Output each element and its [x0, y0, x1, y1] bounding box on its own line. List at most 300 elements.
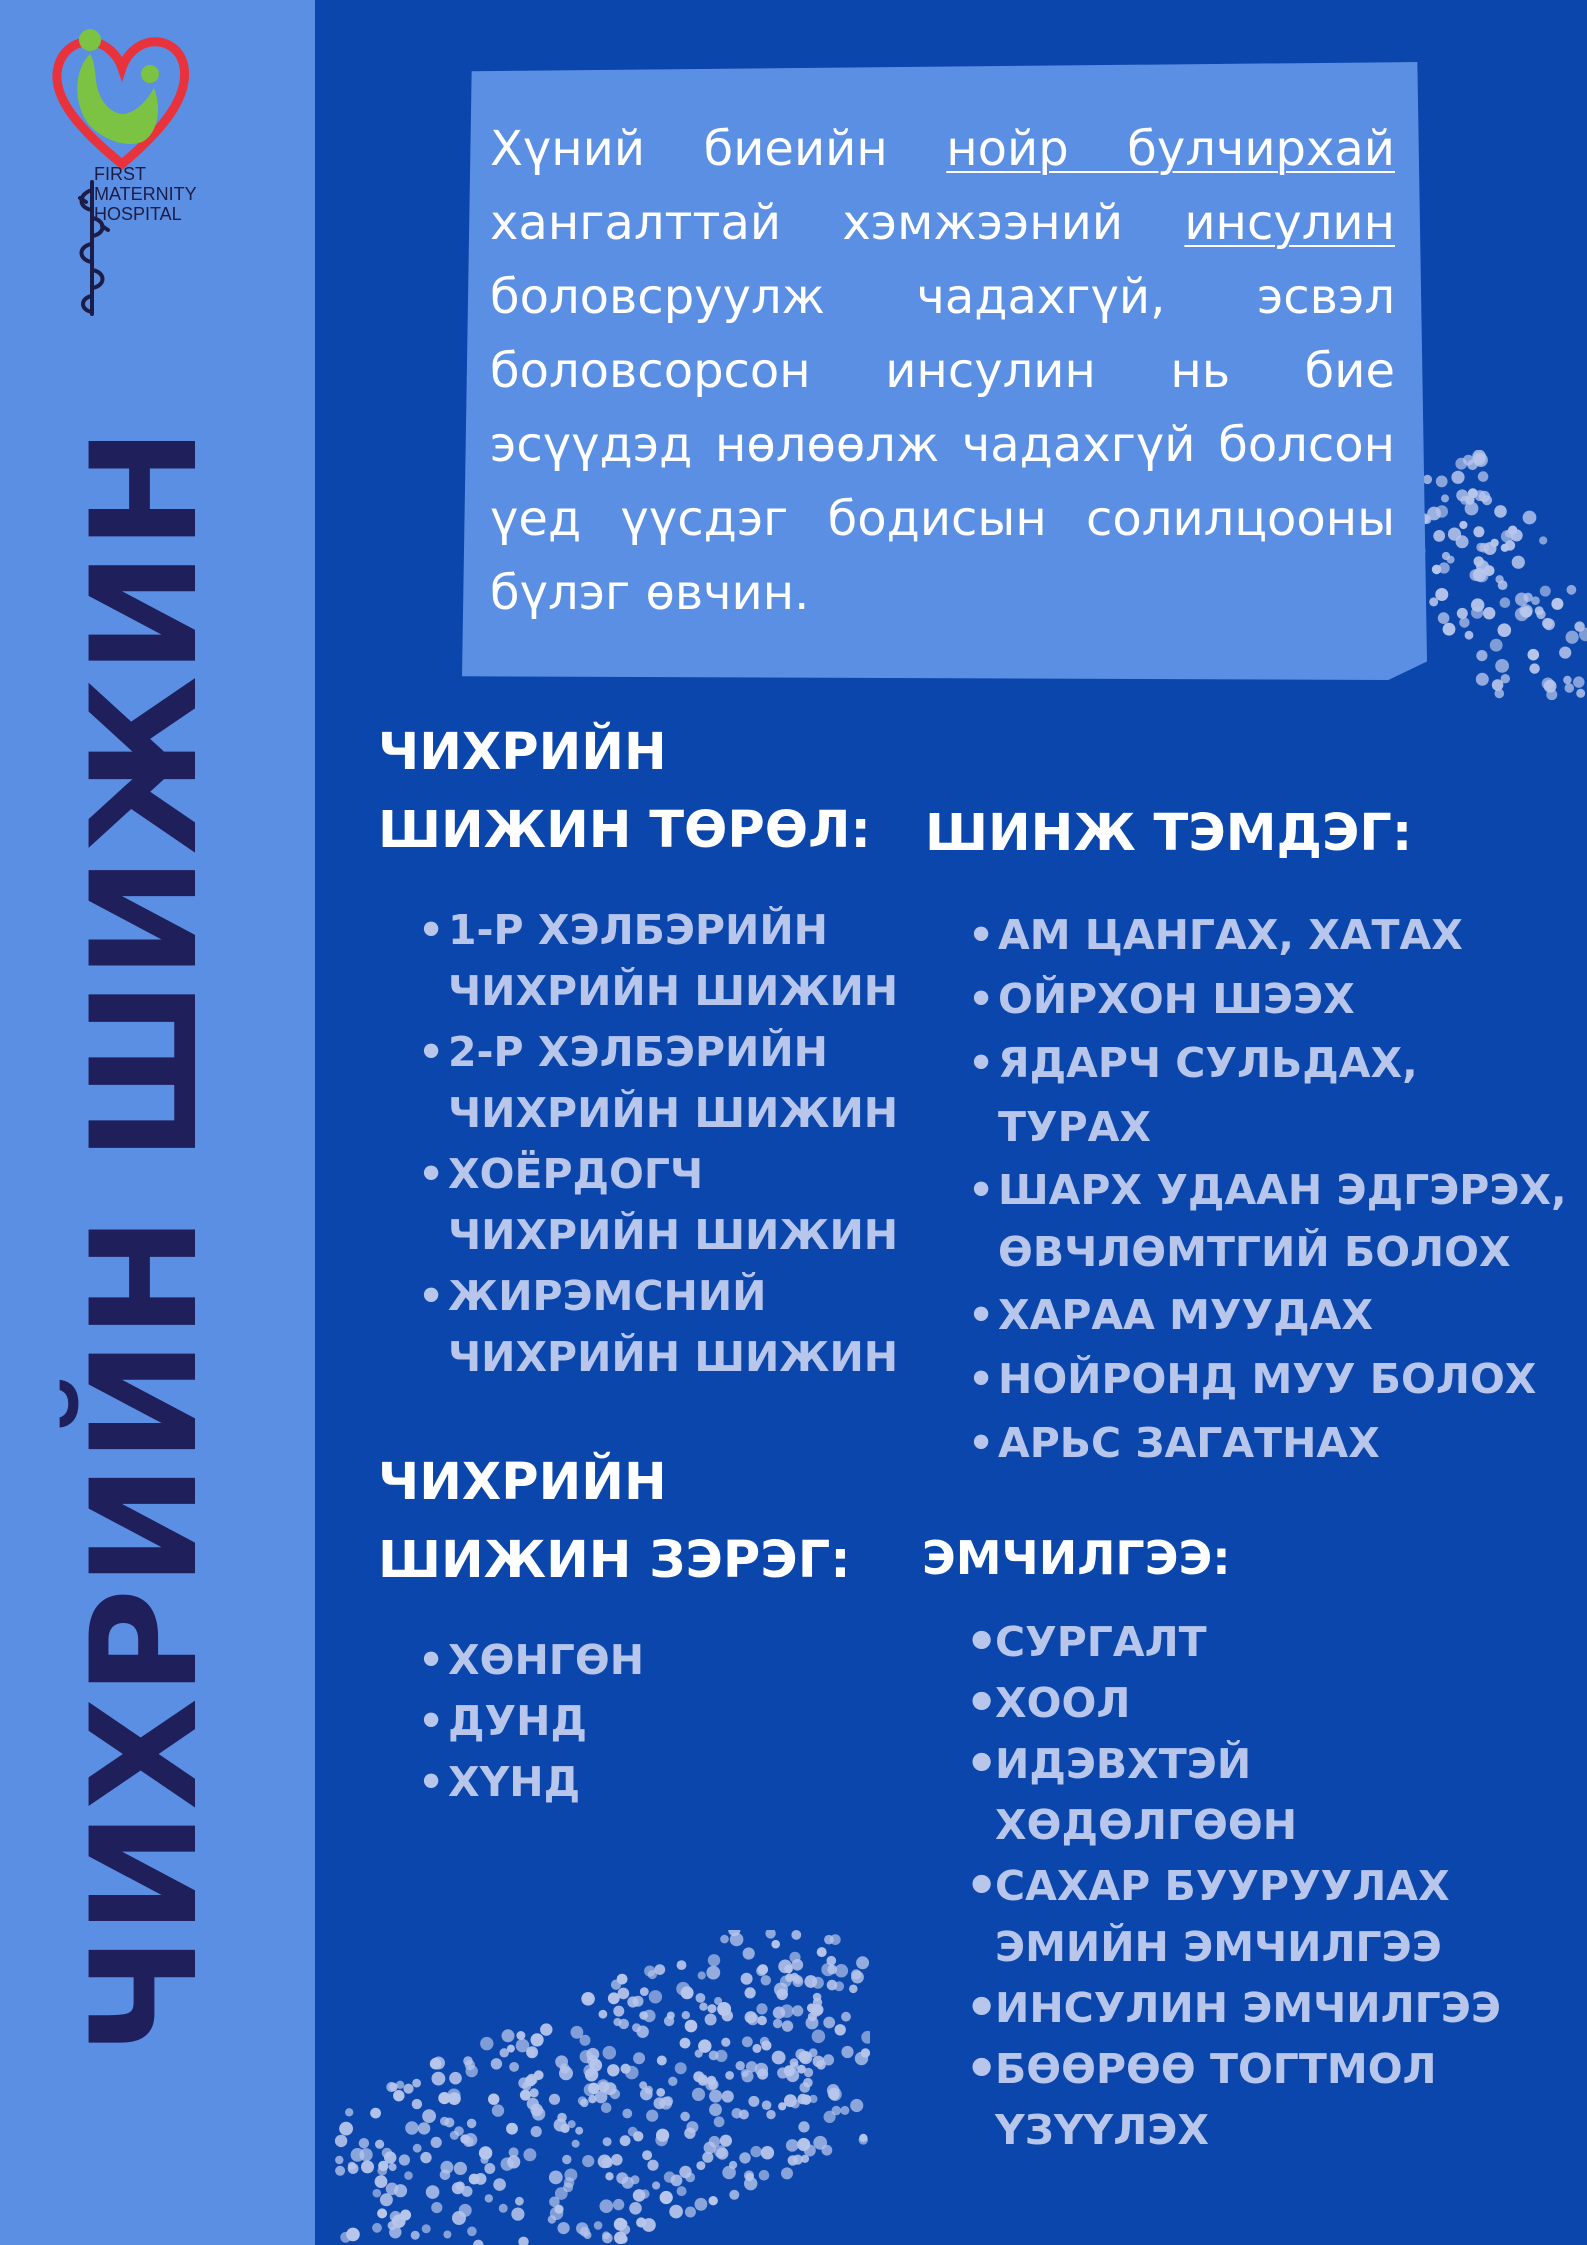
decorative-dot — [801, 2155, 809, 2163]
decorative-dot — [466, 2065, 478, 2077]
decorative-dot — [1448, 528, 1461, 541]
decorative-dot — [772, 2051, 786, 2065]
person-head-icon — [79, 29, 101, 51]
decorative-dot — [1565, 683, 1575, 693]
decorative-dot — [1495, 659, 1509, 673]
definition-part-2: хангалттай хэмжээний — [490, 195, 1185, 251]
decorative-dot — [835, 2024, 846, 2035]
decorative-dot — [680, 2038, 691, 2049]
decorative-dot — [493, 2178, 506, 2191]
decorative-dot — [859, 2135, 868, 2144]
decorative-dot — [613, 2006, 624, 2017]
decorative-dot — [440, 2161, 453, 2174]
decorative-dot — [1567, 585, 1577, 595]
bullet-icon: • — [968, 975, 995, 1023]
decorative-dot — [823, 2054, 834, 2065]
decorative-dot — [370, 2108, 381, 2119]
list-item-text: ШАРХ УДААН ЭДГЭРЭХ, — [998, 1166, 1567, 1214]
list-item-line: ИДЭВХТЭЙ — [995, 1740, 1252, 1788]
decorative-dot — [631, 2175, 640, 2184]
decorative-dot — [1476, 673, 1489, 686]
decorative-dot — [621, 2064, 631, 2074]
decorative-dot — [841, 2012, 851, 2022]
decorative-dot — [682, 2011, 690, 2019]
decorative-dot — [359, 2138, 369, 2148]
list-item-text: ӨВЧЛӨМТГИЙ БОЛОХ — [998, 1228, 1511, 1276]
decorative-dot — [781, 2167, 793, 2179]
decorative-dot — [850, 2099, 863, 2112]
decorative-dot — [692, 2088, 705, 2101]
decorative-dot — [1460, 496, 1469, 505]
decorative-dot — [600, 2199, 614, 2213]
decorative-dot — [782, 2020, 793, 2031]
decorative-dot — [618, 1988, 630, 2000]
decorative-dot — [642, 2218, 656, 2232]
decorative-dot — [745, 2173, 753, 2181]
decorative-dot — [1500, 597, 1511, 608]
treatment-heading: ЭМЧИЛГЭЭ: — [922, 1531, 1231, 1585]
decorative-dot — [549, 2094, 560, 2105]
definition-part-3: боловсруулж чадахгүй, эсвэл боловсорсон инсулин нь бие эсүүдэд нөлөөлж чадахгүй болсон үед үүсдэг бодисын солилцооны бүлэг өвчин. — [490, 269, 1395, 621]
decorative-dot — [669, 2205, 683, 2219]
bullet-icon: • — [968, 1419, 995, 1467]
decorative-dot — [761, 2146, 774, 2159]
decorative-dot — [824, 1935, 834, 1945]
logo-line-maternity: MATERNITY — [94, 184, 197, 204]
list-item-text: НОЙРОНД МУУ БОЛОХ — [998, 1355, 1537, 1403]
decorative-dot — [412, 2079, 421, 2088]
decorative-dot — [586, 2048, 599, 2061]
decorative-dot — [646, 2110, 658, 2122]
decorative-dot — [558, 2222, 570, 2234]
decorative-dot — [1563, 676, 1571, 684]
decorative-dot — [717, 2002, 731, 2016]
list-item-line: ХОЁРДОГЧ — [448, 1150, 704, 1198]
decorative-dot — [400, 2210, 411, 2221]
decorative-dot — [1523, 511, 1537, 525]
decorative-dot — [756, 2003, 767, 2014]
decorative-dot — [1457, 608, 1468, 619]
decorative-dot — [747, 2013, 759, 2025]
decorative-dot — [741, 1973, 753, 1985]
list-item — [418, 1630, 848, 1691]
decorative-dot — [706, 1966, 720, 1980]
decorative-dot — [677, 1960, 687, 1970]
decorative-dot — [721, 2038, 730, 2047]
decorative-dot — [709, 2136, 720, 2147]
decorative-dot — [454, 2126, 464, 2136]
decorative-dot — [1559, 647, 1571, 659]
list-item-line: САХАР БУУРУУЛАХ — [995, 1862, 1450, 1910]
decorative-dot — [484, 2163, 495, 2174]
decorative-dot — [861, 2048, 870, 2057]
decorative-dot — [1566, 631, 1579, 644]
decorative-dot — [1573, 676, 1584, 687]
decorative-dot — [563, 2182, 573, 2192]
list-item — [418, 1266, 908, 1388]
decorative-dot — [440, 2117, 449, 2126]
decorative-dot — [693, 2071, 704, 2082]
decorative-dot — [463, 2056, 473, 2066]
decorative-dot — [572, 2140, 580, 2148]
decorative-dot — [1498, 623, 1512, 637]
decorative-dot — [1473, 526, 1484, 537]
heart-icon — [57, 42, 185, 164]
list-item-line: СУРГАЛТ — [995, 1618, 1207, 1666]
decorative-dot — [518, 2237, 528, 2245]
decorative-dot — [809, 2048, 818, 2057]
list-item — [965, 2039, 1555, 2161]
decorative-dot — [485, 2194, 493, 2202]
decorative-dot — [602, 2157, 613, 2168]
decorative-dot — [762, 2100, 772, 2110]
decorative-dot — [619, 2235, 628, 2244]
types-heading — [378, 714, 871, 870]
types-heading-line-1: ЧИХРИЙН — [378, 723, 667, 782]
list-item-text: ЯДАРЧ СУЛЬДАХ, ТУРАХ — [998, 1039, 1418, 1151]
decorative-dot — [335, 2166, 345, 2176]
list-item-text: ХАРАА МУУДАХ — [998, 1291, 1374, 1339]
treatment-list — [965, 1612, 1555, 2161]
decorative-dot — [548, 2215, 556, 2223]
decorative-dot — [373, 2189, 382, 2198]
decorative-dot — [345, 2108, 353, 2116]
severity-heading-line-2: ШИЖИН ЗЭРЭГ: — [378, 1531, 851, 1590]
list-item-line: ХООЛ — [995, 1679, 1131, 1727]
decorative-dot — [549, 2171, 563, 2185]
decorative-dot — [1479, 543, 1489, 553]
decorative-dot — [791, 1930, 801, 1940]
bullet-icon: • — [965, 1856, 999, 1916]
decorative-dot — [594, 2221, 603, 2230]
decorative-dot — [827, 2084, 840, 2097]
decorative-dot — [584, 2083, 597, 2096]
decorative-dot — [773, 2007, 785, 2019]
decorative-dot — [656, 2129, 669, 2142]
decorative-dot — [757, 2069, 768, 2080]
decorative-dot — [560, 2124, 569, 2133]
list-item — [418, 1144, 908, 1266]
decorative-dot — [759, 2170, 770, 2181]
decorative-dot — [607, 2064, 619, 2076]
decorative-dot — [746, 2061, 757, 2072]
decorative-dot — [627, 1996, 638, 2007]
decorative-dot — [617, 1974, 628, 1985]
decorative-dot — [709, 2103, 722, 2116]
list-item-line: ХӨДӨЛГӨӨН — [995, 1801, 1298, 1849]
decorative-dot — [760, 2037, 769, 2046]
decorative-dot — [459, 2204, 472, 2217]
list-item — [965, 1612, 1555, 1673]
decorative-dot — [403, 2084, 413, 2094]
decorative-dot — [756, 1966, 766, 1976]
decorative-dot — [676, 1982, 690, 1996]
decorative-dot — [642, 2150, 652, 2160]
decorative-dot — [377, 2208, 387, 2218]
decorative-dot — [716, 2148, 728, 2160]
decorative-dot — [491, 2058, 502, 2069]
decorative-dot — [389, 2083, 398, 2092]
decorative-dot — [501, 2157, 514, 2170]
decorative-dot — [1439, 562, 1450, 573]
decorative-dot — [640, 2189, 649, 2198]
bullet-icon: • — [418, 1150, 445, 1198]
decorative-dot — [785, 1973, 794, 1982]
decorative-dot — [523, 2148, 536, 2161]
types-list — [418, 900, 908, 1388]
decorative-dot — [1542, 678, 1554, 690]
decorative-dot — [430, 2058, 442, 2070]
list-item-line: 1-Р ХЭЛБЭРИЙН — [448, 906, 828, 954]
decorative-dot — [809, 2095, 817, 2103]
decorative-dot — [824, 2111, 836, 2123]
decorative-dot — [527, 2049, 536, 2058]
decorative-dot — [492, 2104, 504, 2116]
decorative-dot — [823, 2017, 835, 2029]
decorative-dot — [752, 2044, 761, 2053]
bullet-icon: • — [968, 911, 995, 959]
decorative-dot — [637, 2026, 649, 2038]
decorative-dot — [422, 2109, 436, 2123]
decorative-dot — [619, 2219, 627, 2227]
decorative-dot — [1501, 674, 1510, 683]
decorative-dot — [803, 2078, 813, 2088]
list-item — [965, 1673, 1555, 1734]
decorative-dot — [840, 2106, 849, 2115]
symptoms-heading: ШИНЖ ТЭМДЭГ: — [925, 804, 1413, 863]
decorative-dot — [856, 1956, 869, 1969]
decorative-dot — [761, 1975, 771, 1985]
decorative-dot — [1482, 495, 1492, 505]
decorative-dot — [708, 2004, 717, 2013]
decorative-dot — [628, 2127, 638, 2137]
decorative-dot — [667, 2012, 675, 2020]
decorative-dot — [1442, 552, 1450, 560]
list-item-text: ОЙРХОН ШЭЭХ — [998, 975, 1355, 1023]
decorative-dot — [527, 2098, 539, 2110]
decorative-dot — [654, 2097, 666, 2109]
decorative-dot — [1476, 650, 1487, 661]
list-item-line: ЧИХРИЙН ШИЖИН — [448, 1211, 899, 1259]
decorative-dot — [714, 2116, 725, 2127]
decorative-dot — [404, 2171, 413, 2180]
decorative-dot — [1459, 521, 1467, 529]
decorative-dot — [516, 2039, 530, 2053]
decorative-dot — [679, 2166, 691, 2178]
list-item-text: АМ ЦАНГАХ, ХАТАХ — [998, 911, 1463, 959]
list-item-text: ХҮНД — [448, 1758, 581, 1806]
decorative-dot — [390, 2211, 401, 2222]
decorative-dot — [827, 1965, 837, 1975]
decorative-dot — [784, 2094, 797, 2107]
pancreas-term: нойр булчирхай — [946, 121, 1395, 177]
bullet-icon: • — [418, 1758, 445, 1806]
definition-part-1: Хүний биеийн — [490, 121, 947, 177]
decorative-dot — [736, 2061, 745, 2070]
decorative-dot — [685, 2207, 696, 2218]
decorative-dot — [506, 2123, 518, 2135]
bullet-icon: • — [965, 1673, 999, 1733]
decorative-dot — [1451, 471, 1464, 484]
decorative-dot — [578, 2096, 587, 2105]
list-item-text: ХӨНГӨН — [448, 1636, 645, 1684]
decorative-dot — [1490, 639, 1503, 652]
decorative-dot — [469, 2174, 480, 2185]
decorative-dot — [798, 2051, 810, 2063]
decorative-dot — [817, 1947, 827, 1957]
bullet-icon: • — [965, 1612, 999, 1672]
decorative-dot — [698, 1971, 706, 1979]
list-item-line: ЭМИЙН ЭМЧИЛГЭЭ — [995, 1923, 1442, 1971]
decorative-dot — [1478, 471, 1489, 482]
vertical-title-wrap — [60, 380, 230, 2100]
decorative-dot — [1519, 604, 1532, 617]
definition-text — [490, 112, 1395, 630]
decorative-dot — [394, 2184, 407, 2197]
decorative-dot — [502, 2029, 515, 2042]
decorative-dot — [807, 2003, 816, 2012]
decorative-dot — [464, 2133, 477, 2146]
decorative-dot — [584, 2231, 592, 2239]
decorative-dot — [765, 1930, 775, 1939]
list-item-line: ЧИХРИЙН ШИЖИН — [448, 1333, 899, 1381]
decorative-dot — [511, 2208, 524, 2221]
dots-decoration-bottom — [330, 1930, 870, 2245]
decorative-dot — [849, 1985, 858, 1994]
decorative-dot — [583, 1993, 592, 2002]
vertical-title: ЧИХРИЙН ШИЖИН — [60, 425, 230, 2055]
decorative-dot — [1540, 586, 1551, 597]
list-item — [418, 1752, 848, 1813]
severity-list — [418, 1630, 848, 1813]
decorative-dot — [346, 2228, 360, 2242]
decorative-dot — [1473, 453, 1486, 466]
decorative-dot — [473, 2240, 483, 2245]
decorative-dot — [422, 2224, 431, 2233]
list-item-line: ЧИХРИЙН ШИЖИН — [448, 1089, 899, 1137]
decorative-dot — [784, 1965, 793, 1974]
decorative-dot — [812, 2030, 826, 2044]
decorative-dot — [720, 1935, 729, 1944]
decorative-dot — [664, 2171, 675, 2182]
decorative-dot — [797, 2138, 810, 2151]
decorative-dot — [851, 1969, 861, 1979]
decorative-dot — [348, 2162, 356, 2170]
decorative-dot — [742, 2036, 753, 2047]
decorative-dot — [649, 1990, 662, 2003]
decorative-dot — [597, 2079, 609, 2091]
decorative-dot — [1543, 618, 1555, 630]
bullet-icon: • — [968, 1355, 995, 1403]
sidebar — [0, 0, 315, 2245]
decorative-dot — [393, 2090, 404, 2101]
decorative-dot — [389, 2226, 401, 2238]
decorative-dot — [640, 1987, 649, 1996]
decorative-dot — [792, 2005, 803, 2016]
decorative-dot — [677, 2186, 687, 2196]
decorative-dot — [1433, 530, 1445, 542]
decorative-dot — [792, 1959, 804, 1971]
decorative-dot — [647, 2160, 658, 2171]
decorative-dot — [1459, 617, 1469, 627]
decorative-dot — [797, 2094, 808, 2105]
decorative-dot — [732, 2108, 743, 2119]
decorative-dot — [426, 2185, 440, 2199]
decorative-dot — [509, 2062, 519, 2072]
decorative-dot — [384, 2151, 396, 2163]
decorative-dot — [709, 2090, 722, 2103]
bullet-icon: • — [418, 906, 445, 954]
decorative-dot — [582, 2155, 594, 2167]
decorative-dot — [488, 2094, 499, 2105]
bullet-icon: • — [418, 1028, 445, 1076]
decorative-dot — [720, 2135, 732, 2147]
list-item-line: ЧИХРИЙН ШИЖИН — [448, 967, 899, 1015]
decorative-dot — [375, 2140, 384, 2149]
insulin-term: инсулин — [1184, 195, 1395, 251]
decorative-dot — [695, 2198, 708, 2211]
list-item — [968, 1411, 1578, 1475]
list-item-line: ҮЗҮҮЛЭХ — [995, 2106, 1209, 2154]
decorative-dot — [1535, 606, 1544, 615]
decorative-dot — [639, 2081, 647, 2089]
decorative-dot — [575, 2127, 583, 2135]
decorative-dot — [411, 2231, 420, 2240]
list-item-line: БӨӨРӨӨ ТОГТМОЛ — [995, 2045, 1437, 2093]
decorative-dot — [629, 2202, 642, 2215]
decorative-dot — [708, 1954, 720, 1966]
decorative-dot — [804, 1975, 817, 1988]
list-item — [968, 1347, 1578, 1411]
decorative-dot — [622, 2109, 632, 2119]
decorative-dot — [375, 2175, 388, 2188]
decorative-dot — [601, 2103, 612, 2114]
bullet-icon: • — [418, 1636, 445, 1684]
decorative-dot — [602, 2231, 610, 2239]
decorative-dot — [540, 2023, 552, 2035]
baby-head-icon — [141, 65, 159, 83]
list-item — [965, 1856, 1555, 1978]
decorative-dot — [1512, 556, 1525, 569]
decorative-dot — [797, 2065, 806, 2074]
decorative-dot — [725, 2071, 734, 2080]
decorative-dot — [500, 2048, 509, 2057]
decorative-dot — [861, 2031, 870, 2044]
decorative-dot — [509, 2147, 519, 2157]
decorative-dot — [648, 1970, 657, 1979]
decorative-dot — [447, 2089, 460, 2102]
list-item — [965, 1978, 1555, 2039]
decorative-dot — [1436, 476, 1448, 488]
decorative-dot — [722, 2090, 734, 2102]
decorative-dot — [786, 2139, 799, 2152]
decorative-dot — [534, 2070, 544, 2080]
decorative-dot — [420, 2152, 431, 2163]
decorative-dot — [531, 2033, 544, 2046]
decorative-dot — [675, 2062, 687, 2074]
decorative-dot — [722, 2166, 736, 2180]
decorative-dot — [806, 2016, 819, 2029]
decorative-dot — [335, 2156, 343, 2164]
decorative-dot — [412, 2099, 422, 2109]
bullet-icon: • — [418, 1272, 445, 1320]
decorative-dot — [449, 2072, 462, 2085]
decorative-dot — [699, 2003, 707, 2011]
decorative-dot — [705, 2079, 717, 2091]
decorative-dot — [709, 2196, 718, 2205]
types-heading-line-2: ШИЖИН ТӨРӨЛ: — [378, 801, 871, 860]
decorative-dot — [786, 2069, 799, 2082]
